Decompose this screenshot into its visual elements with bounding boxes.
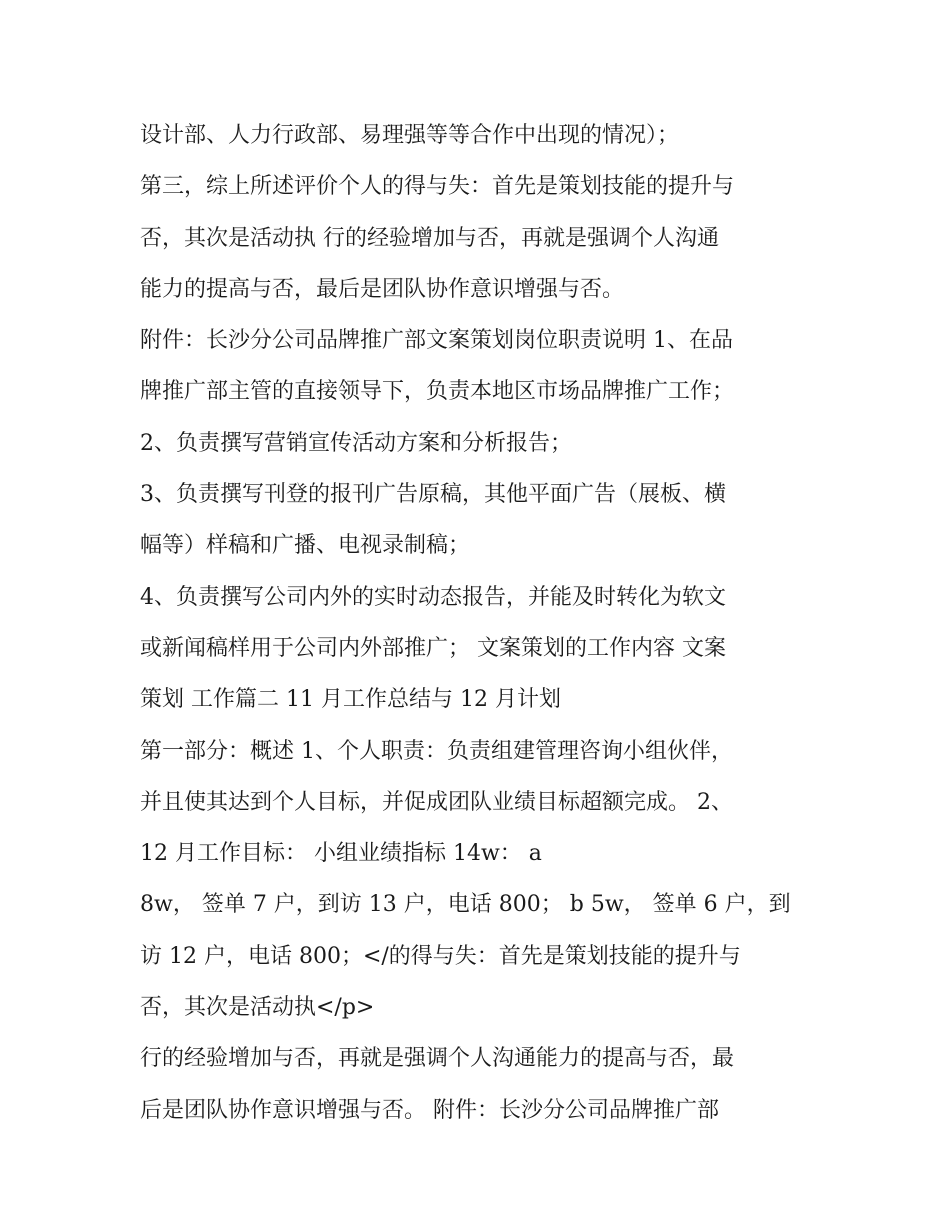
text-line: 策划 工作篇二 11 月工作总结与 12 月计划 xyxy=(140,687,561,713)
text-line: 或新闻稿样用于公司内外部推广； 文案策划的工作内容 文案 xyxy=(140,635,726,661)
text-line: 幅等）样稿和广播、电视录制稿； xyxy=(140,533,471,559)
text-line: 否，其次是活动执 行的经验增加与否，再就是强调个人沟通 xyxy=(140,225,719,251)
text-line: 12 月工作目标： 小组业绩指标 14w： a xyxy=(140,841,542,867)
text-line: 8w， 签单 7 户，到访 13 户，电话 800； b 5w， 签单 6 户，到 xyxy=(140,892,791,918)
text-line: 2、负责撰写营销宣传活动方案和分析报告； xyxy=(140,430,572,456)
text-line: 行的经验增加与否，再就是强调个人沟通能力的提高与否，最 xyxy=(140,1046,735,1072)
text-line: 后是团队协作意识增强与否。 附件：长沙分公司品牌推广部 xyxy=(140,1097,719,1123)
text-line: 4、负责撰写公司内外的实时动态报告，并能及时转化为软文 xyxy=(140,584,726,610)
text-line: 能力的提高与否，最后是团队协作意识增强与否。 xyxy=(140,276,625,302)
body-text xyxy=(140,110,830,1136)
text-line: 第一部分：概述 1、个人职责：负责组建管理咨询小组伙伴， xyxy=(140,738,733,764)
text-line: 访 12 户，电话 800；</的得与失：首先是策划技能的提升与 xyxy=(140,943,741,969)
text-line: 3、负责撰写刊登的报刊广告原稿，其他平面广告（展板、横 xyxy=(140,482,726,508)
text-line: 否，其次是活动执</p> xyxy=(140,995,375,1021)
text-line: 设计部、人力行政部、易理强等等合作中出现的情况）； xyxy=(140,123,680,148)
text-line: 第三，综上所述评价个人的得与失：首先是策划技能的提升与 xyxy=(140,174,735,200)
text-line: 并且使其达到个人目标，并促成团队业绩目标超额完成。 2、 xyxy=(140,789,733,815)
text-line: 牌推广部主管的直接领导下，负责本地区市场品牌推广工作； xyxy=(140,379,735,405)
text-line: 附件：长沙分公司品牌推广部文案策划岗位职责说明 1、在品 xyxy=(140,328,733,354)
